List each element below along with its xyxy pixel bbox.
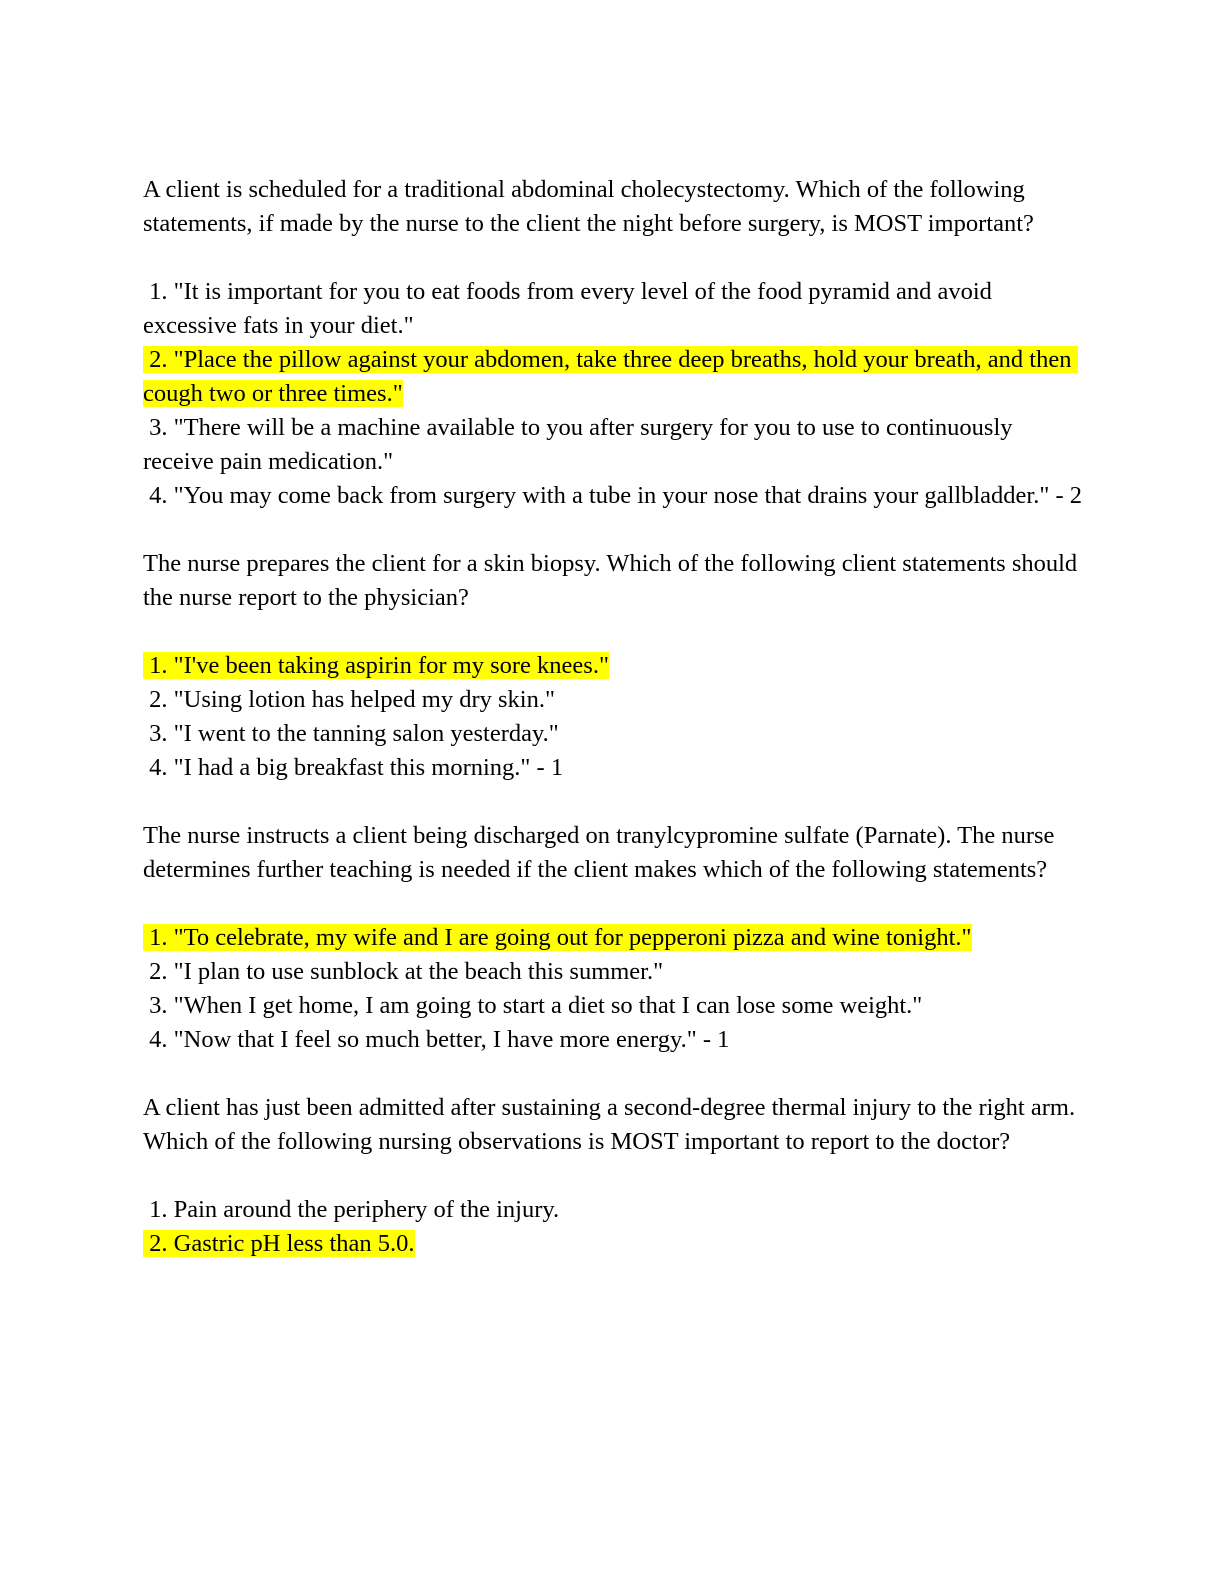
- question-stem: A client has just been admitted after sustaining a second-degree thermal injury to the right arm. Which of the following nursing observations is MOST important to report to the doctor?: [143, 1094, 1076, 1155]
- option-2-highlighted: [143, 1227, 1083, 1261]
- highlighted-answer: 1. "I've been taking aspirin for my sore knees.": [143, 652, 609, 679]
- option-4: 4. "You may come back from surgery with a tube in your nose that drains your gallbladder." - 2: [143, 482, 1083, 509]
- question-3: [143, 819, 1083, 1057]
- question-2: [143, 547, 1083, 785]
- answer-options: [143, 275, 1083, 513]
- option-2-highlighted: [143, 343, 1083, 411]
- option-4: 4. "Now that I feel so much better, I have more energy." - 1: [143, 1026, 730, 1053]
- option-3: 3. "When I get home, I am going to start a diet so that I can lose some weight.": [143, 992, 923, 1019]
- highlighted-answer: 2. "Place the pillow against your abdomen, take three deep breaths, hold your breath, and then cough two or three times.": [143, 346, 1078, 407]
- question-4: [143, 1091, 1083, 1261]
- option-3: 3. "I went to the tanning salon yesterday.": [143, 720, 559, 747]
- question-stem: A client is scheduled for a traditional abdominal cholecystectomy. Which of the following statements, if made by the nurse to the client the night before surgery, is MOST important?: [143, 176, 1034, 237]
- option-3: 3. "There will be a machine available to you after surgery for you to use to continuously receive pain medication.": [143, 414, 1019, 475]
- question-stem: The nurse instructs a client being discharged on tranylcypromine sulfate (Parnate). The nurse determines further teaching is needed if the client makes which of the following statements?: [143, 822, 1055, 883]
- option-2: 2. "I plan to use sunblock at the beach this summer.": [143, 958, 664, 985]
- answer-options: [143, 649, 1083, 785]
- question-stem: The nurse prepares the client for a skin biopsy. Which of the following client statements should the nurse report to the physician?: [143, 550, 1078, 611]
- highlighted-answer: 1. "To celebrate, my wife and I are going out for pepperoni pizza and wine tonight.": [143, 924, 972, 951]
- question-1: [143, 173, 1083, 513]
- option-1-highlighted: [143, 649, 1083, 683]
- option-1-highlighted: [143, 921, 1083, 955]
- document-page: [143, 173, 1083, 1295]
- option-1: 1. "It is important for you to eat foods from every level of the food pyramid and avoid excessive fats in your diet.": [143, 278, 999, 339]
- highlighted-answer: 2. Gastric pH less than 5.0.: [143, 1230, 415, 1257]
- answer-options: [143, 921, 1083, 1057]
- option-1: 1. Pain around the periphery of the injury.: [143, 1196, 560, 1223]
- option-4: 4. "I had a big breakfast this morning." - 1: [143, 754, 564, 781]
- answer-options: [143, 1193, 1083, 1261]
- option-2: 2. "Using lotion has helped my dry skin.": [143, 686, 555, 713]
